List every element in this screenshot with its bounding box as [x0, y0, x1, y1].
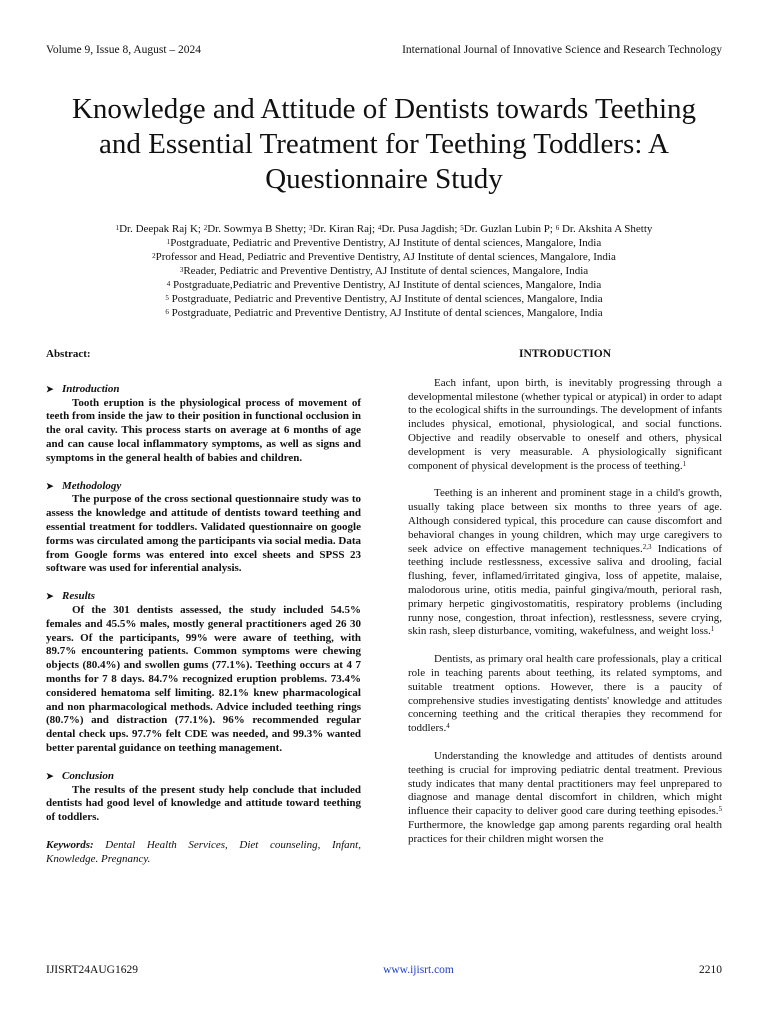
- intro-paragraph-1: Each infant, upon birth, is inevitably progressing through a developmental milestone (whether typical or atypical) in order to adapt to the ecological shifts in the surroundings. The development of infants includes physical, emotional, physiological, and social functions. Objective and readily observable to oneself and others, physical development is very measurable. A physiologically significant component of physical development is the process of teething.$^1$: [408, 376, 722, 472]
- running-header: [46, 44, 722, 60]
- abstract-results-heading: ➤ Results: [46, 590, 96, 603]
- author-5: $^5$Dr. Guzlan Lubin P;: [460, 223, 556, 235]
- affiliation-3: $^3$Reader, Pediatric and Preventive Dentistry, AJ Institute of dental sciences, Mangalore, India: [179, 265, 589, 277]
- abstract-column: [46, 348, 361, 867]
- header-journal: International Journal of Innovative Science and Research Technology: [402, 44, 722, 56]
- footer-article-id: IJISRT24AUG1629: [46, 964, 138, 976]
- abstract-introduction-text: Tooth eruption is the physiological process of movement of teeth from inside the jaw to their position in functional occlusion in the oral cavity. This process starts on average at 6 months of age and can cause local inflammatory symptoms, as well as signs and symptoms in the general health of babies and children.: [46, 396, 361, 464]
- introduction-column: [408, 348, 722, 861]
- author-2: $^2$Dr. Sowmya B Shetty;: [203, 223, 309, 235]
- running-footer: [46, 964, 722, 978]
- author-block: [40, 222, 728, 320]
- footer-website-link[interactable]: www.ijisrt.com: [383, 964, 454, 976]
- abstract-methodology-text: The purpose of the cross sectional questionnaire study was to assess the knowledge and attitude of dentists toward teething and essential treatment for toddlers. Validated questionnaire on google forms was circulated among the participants via social media. Data from Google forms was entered into excel sheets and SPSS 23 software was used for inferential analysis.: [46, 493, 361, 575]
- affiliation-4: $^4$ Postgraduate,Pediatric and Preventive Dentistry, AJ Institute of dental sciences, Mangalore, India: [166, 279, 602, 291]
- abstract-methodology-heading: ➤ Methodology: [46, 479, 122, 492]
- arrow-bullet-icon: ➤: [46, 383, 54, 394]
- intro-paragraph-3: Dentists, as primary oral health care professionals, play a critical role in teaching parents about teething, its related symptoms, and suitable treatment options. However, there is a paucity of comprehensive studies investigating dentists' knowledge and attitudes concerning teething and the critical therapies they recommend for toddlers.$^4$: [408, 653, 722, 735]
- affiliation-2: $^2$Professor and Head, Pediatric and Preventive Dentistry, AJ Institute of dental sciences, Mangalore, India: [152, 251, 616, 263]
- affiliation-6: $^6$ Postgraduate, Pediatric and Preventive Dentistry, AJ Institute of dental sciences, Mangalore, India: [165, 307, 603, 319]
- keywords: [46, 839, 361, 867]
- author-3: $^3$Dr. Kiran Raj;: [308, 223, 378, 235]
- author-6: $^6$ Dr. Akshita A Shetty: [555, 223, 653, 235]
- affiliation-5: $^5$ Postgraduate, Pediatric and Preventive Dentistry, AJ Institute of dental sciences, Mangalore, India: [165, 293, 603, 305]
- header-volume: Volume 9, Issue 8, August – 2024: [46, 44, 202, 56]
- arrow-bullet-icon: ➤: [46, 591, 54, 602]
- keywords-label: Keywords:: [46, 838, 94, 851]
- abstract-results-text: Of the 301 dentists assessed, the study included 54.5% females and 45.5% males, mostly general practitioners aged 26 30 years. Of the participants, 99% were aware of teething, with 89.7% encountering patients. Common symptoms were chewing objects (80.4%) and swollen gums (77.1%). Teething occurs at 4 7 months for 7 8 days. 84.7% recognized eruption problems. 73.4% considered hematoma self limiting. 82.1% knew pharmacological and non pharmacological methods. Advice included teething rings (80.7%) and distraction (77.1%). 96% recommended regular dental check ups. 97.7% felt CDE was needed, and 99.3% wanted better parental guidance on teething management.: [46, 603, 361, 754]
- abstract-introduction-heading: ➤ Introduction: [46, 382, 120, 395]
- abstract-conclusion-heading: ➤ Conclusion: [46, 769, 114, 782]
- introduction-heading: INTRODUCTION: [518, 348, 611, 360]
- page-number: 2210: [698, 964, 722, 976]
- author-list: [40, 222, 728, 236]
- intro-paragraph-2: Teething is an inherent and prominent stage in a child's growth, usually taking place between six months to three years of age. Although considered typical, this procedure can cause discomfort and behavioral changes in young children, which may urge caregivers to seek advice on effective management techniques.$^{2,3}$ Indications of teething include restlessness, excessive saliva and drooling, facial flushing, fever, inflamed/irritated gingiva, loss of appetite, malaise, malodorous urine, otitis media, painful gingiva/mouth, perioral rash, primary herpetic gingivostomatitis, respiratory problems (including runny nose, congestion, throat infection), restlessness, severe crying, skin rash, sleep disturbance, vomiting, wakefulness, and weight loss.$^1$: [408, 487, 722, 638]
- author-4: $^4$Dr. Pusa Jagdish;: [377, 223, 461, 235]
- arrow-bullet-icon: ➤: [46, 770, 54, 781]
- affiliation-1: $^1$Postgraduate, Pediatric and Preventive Dentistry, AJ Institute of dental sciences, Mangalore, India: [166, 237, 602, 249]
- abstract-conclusion-text: The results of the present study help conclude that included dentists had good level of knowledge and attitude toward teething of toddlers.: [46, 783, 361, 824]
- paper-title: Knowledge and Attitude of Dentists towards Teething and Essential Treatment for Teething Toddlers: A Questionnaire Study: [71, 93, 697, 195]
- intro-paragraph-4: Understanding the knowledge and attitudes of dentists around teething is crucial for improving pediatric dental treatment. Previous study indicates that many dental practitioners may feel unprepared to diagnose and manage dental discomfort in children, which might influence their capacity to deliver good care during teething episodes.$^5$ Furthermore, the knowledge gap among parents regarding oral health practices for their children might worsen the: [408, 749, 722, 845]
- abstract-heading: Abstract:: [46, 348, 91, 360]
- keywords-text: Dental Health Services, Diet counseling, Infant, Knowledge. Pregnancy.: [46, 838, 361, 865]
- arrow-bullet-icon: ➤: [46, 480, 54, 491]
- author-1: $^1$Dr. Deepak Raj K;: [115, 223, 204, 235]
